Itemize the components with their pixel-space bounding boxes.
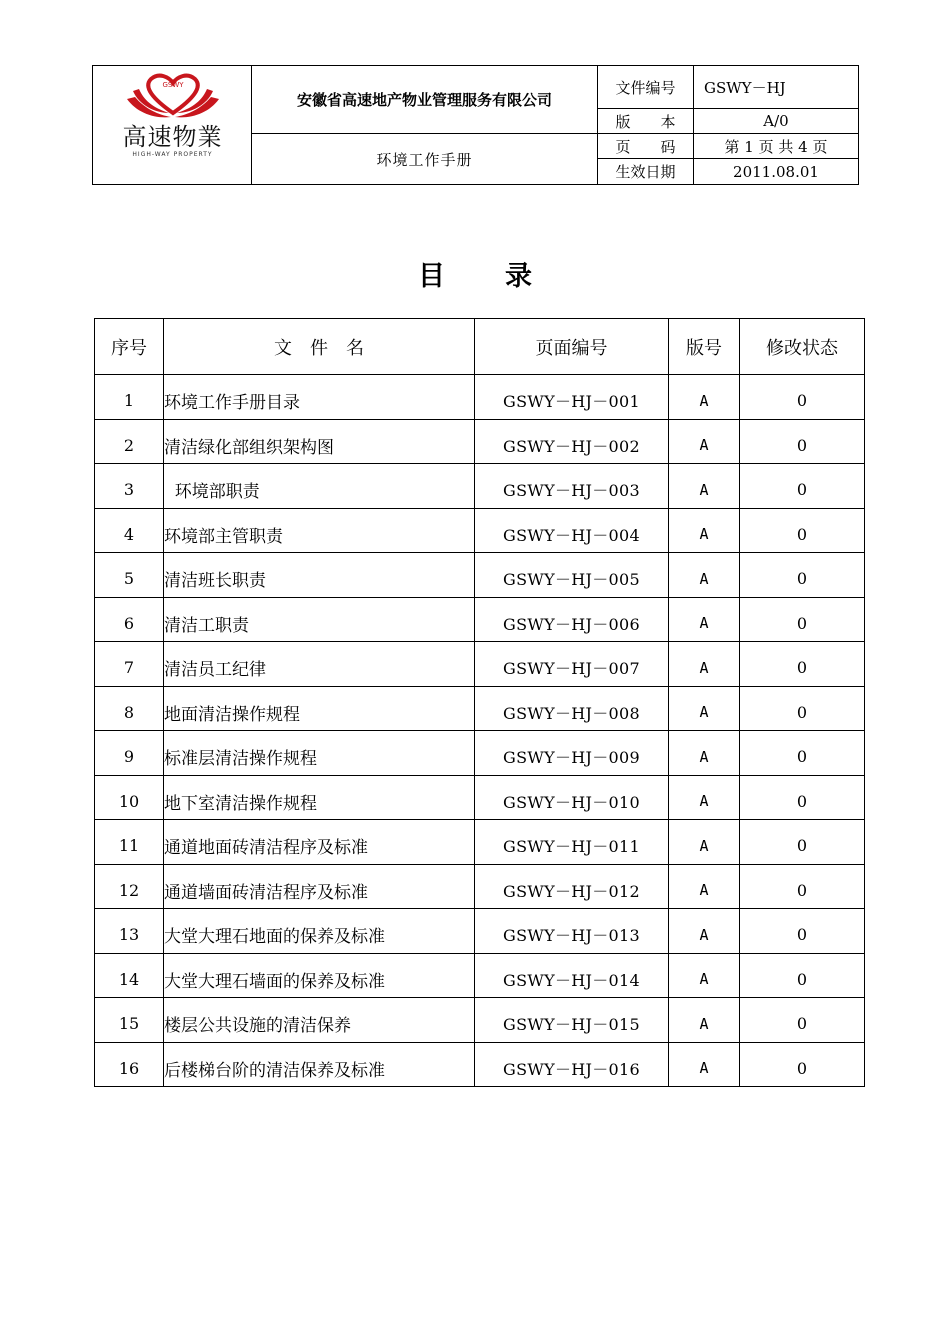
row-number: 5 [95, 553, 164, 598]
row-number: 12 [95, 864, 164, 909]
table-row [95, 375, 865, 420]
row-version: A [669, 686, 740, 731]
row-number: 11 [95, 820, 164, 865]
row-page-code: GSWY－HJ－009 [475, 731, 669, 776]
table-row [95, 864, 865, 909]
logo-cell [93, 66, 252, 185]
row-page-code: GSWY－HJ－011 [475, 820, 669, 865]
row-page-code: GSWY－HJ－013 [475, 909, 669, 954]
row-modification-status: 0 [740, 686, 865, 731]
table-row [95, 1042, 865, 1087]
logo-badge: GSWY [162, 80, 184, 89]
company-logo [93, 67, 252, 184]
row-number: 14 [95, 953, 164, 998]
table-row [95, 686, 865, 731]
table-row [95, 464, 865, 509]
row-page-code: GSWY－HJ－015 [475, 998, 669, 1043]
manual-title: 环境工作手册 [252, 134, 598, 185]
page-title [0, 254, 950, 293]
col-header-version: 版号 [669, 319, 740, 375]
toc-table [94, 318, 865, 1087]
row-modification-status: 0 [740, 508, 865, 553]
row-modification-status: 0 [740, 864, 865, 909]
row-modification-status: 0 [740, 1042, 865, 1087]
row-file-name: 标准层清洁操作规程 [164, 731, 475, 776]
row-number: 15 [95, 998, 164, 1043]
doc-no-value: GSWY－HJ [694, 66, 859, 109]
effective-date-label: 生效日期 [598, 159, 694, 185]
col-header-code: 页面编号 [475, 319, 669, 375]
row-modification-status: 0 [740, 642, 865, 687]
row-number: 3 [95, 464, 164, 509]
row-file-name: 大堂大理石墙面的保养及标准 [164, 953, 475, 998]
table-row [95, 642, 865, 687]
row-version: A [669, 464, 740, 509]
row-version: A [669, 731, 740, 776]
row-file-name: 地下室清洁操作规程 [164, 775, 475, 820]
row-page-code: GSWY－HJ－004 [475, 508, 669, 553]
row-version: A [669, 553, 740, 598]
row-modification-status: 0 [740, 553, 865, 598]
col-header-name: 文 件 名 [164, 319, 475, 375]
row-page-code: GSWY－HJ－006 [475, 597, 669, 642]
row-page-code: GSWY－HJ－014 [475, 953, 669, 998]
row-page-code: GSWY－HJ－016 [475, 1042, 669, 1087]
row-page-code: GSWY－HJ－003 [475, 464, 669, 509]
logo-wordmark: 高速物業 [122, 122, 223, 151]
table-row [95, 909, 865, 954]
row-file-name: 环境部职责 [164, 464, 475, 509]
table-row [95, 998, 865, 1043]
row-version: A [669, 820, 740, 865]
row-modification-status: 0 [740, 375, 865, 420]
row-modification-status: 0 [740, 464, 865, 509]
row-modification-status: 0 [740, 998, 865, 1043]
row-file-name: 环境工作手册目录 [164, 375, 475, 420]
row-version: A [669, 953, 740, 998]
row-version: A [669, 419, 740, 464]
row-version: A [669, 998, 740, 1043]
row-number: 8 [95, 686, 164, 731]
row-file-name: 环境部主管职责 [164, 508, 475, 553]
document-header [92, 65, 859, 185]
row-number: 4 [95, 508, 164, 553]
table-row [95, 820, 865, 865]
company-name: 安徽省高速地产物业管理服务有限公司 [252, 66, 598, 134]
row-file-name: 大堂大理石地面的保养及标准 [164, 909, 475, 954]
logo-subtitle: HIGH-WAY PROPERTY [132, 150, 213, 158]
row-number: 7 [95, 642, 164, 687]
row-number: 13 [95, 909, 164, 954]
row-file-name: 楼层公共设施的清洁保养 [164, 998, 475, 1043]
row-page-code: GSWY－HJ－005 [475, 553, 669, 598]
row-number: 1 [95, 375, 164, 420]
row-modification-status: 0 [740, 953, 865, 998]
row-file-name: 地面清洁操作规程 [164, 686, 475, 731]
row-number: 10 [95, 775, 164, 820]
row-modification-status: 0 [740, 909, 865, 954]
version-label: 版 本 [598, 109, 694, 134]
row-modification-status: 0 [740, 775, 865, 820]
row-page-code: GSWY－HJ－012 [475, 864, 669, 909]
col-header-no: 序号 [95, 319, 164, 375]
row-file-name: 通道地面砖清洁程序及标准 [164, 820, 475, 865]
row-page-code: GSWY－HJ－002 [475, 419, 669, 464]
row-file-name: 清洁员工纪律 [164, 642, 475, 687]
table-row [95, 597, 865, 642]
doc-no-label: 文件编号 [598, 66, 694, 109]
row-version: A [669, 1042, 740, 1087]
table-row [95, 775, 865, 820]
row-modification-status: 0 [740, 731, 865, 776]
row-number: 6 [95, 597, 164, 642]
version-value: A/0 [694, 109, 859, 134]
row-modification-status: 0 [740, 419, 865, 464]
col-header-status: 修改状态 [740, 319, 865, 375]
row-version: A [669, 508, 740, 553]
table-row [95, 419, 865, 464]
row-version: A [669, 375, 740, 420]
row-file-name: 清洁班长职责 [164, 553, 475, 598]
effective-date-value: 2011.08.01 [694, 159, 859, 185]
row-version: A [669, 864, 740, 909]
title-char-2: 录 [505, 261, 532, 292]
row-number: 16 [95, 1042, 164, 1087]
row-page-code: GSWY－HJ－001 [475, 375, 669, 420]
toc-header-row [95, 319, 865, 375]
row-version: A [669, 642, 740, 687]
row-file-name: 清洁工职责 [164, 597, 475, 642]
row-version: A [669, 909, 740, 954]
row-file-name: 后楼梯台阶的清洁保养及标准 [164, 1042, 475, 1087]
table-row [95, 553, 865, 598]
table-row [95, 953, 865, 998]
toc-body [95, 375, 865, 1087]
row-modification-status: 0 [740, 820, 865, 865]
page-label: 页 码 [598, 134, 694, 159]
row-file-name: 清洁绿化部组织架构图 [164, 419, 475, 464]
title-char-1: 目 [418, 261, 445, 292]
table-row [95, 508, 865, 553]
row-page-code: GSWY－HJ－007 [475, 642, 669, 687]
row-number: 2 [95, 419, 164, 464]
row-version: A [669, 597, 740, 642]
page-value: 第 1 页 共 4 页 [694, 134, 859, 159]
row-page-code: GSWY－HJ－008 [475, 686, 669, 731]
row-number: 9 [95, 731, 164, 776]
row-file-name: 通道墙面砖清洁程序及标准 [164, 864, 475, 909]
row-version: A [669, 775, 740, 820]
row-page-code: GSWY－HJ－010 [475, 775, 669, 820]
row-modification-status: 0 [740, 597, 865, 642]
table-row [95, 731, 865, 776]
